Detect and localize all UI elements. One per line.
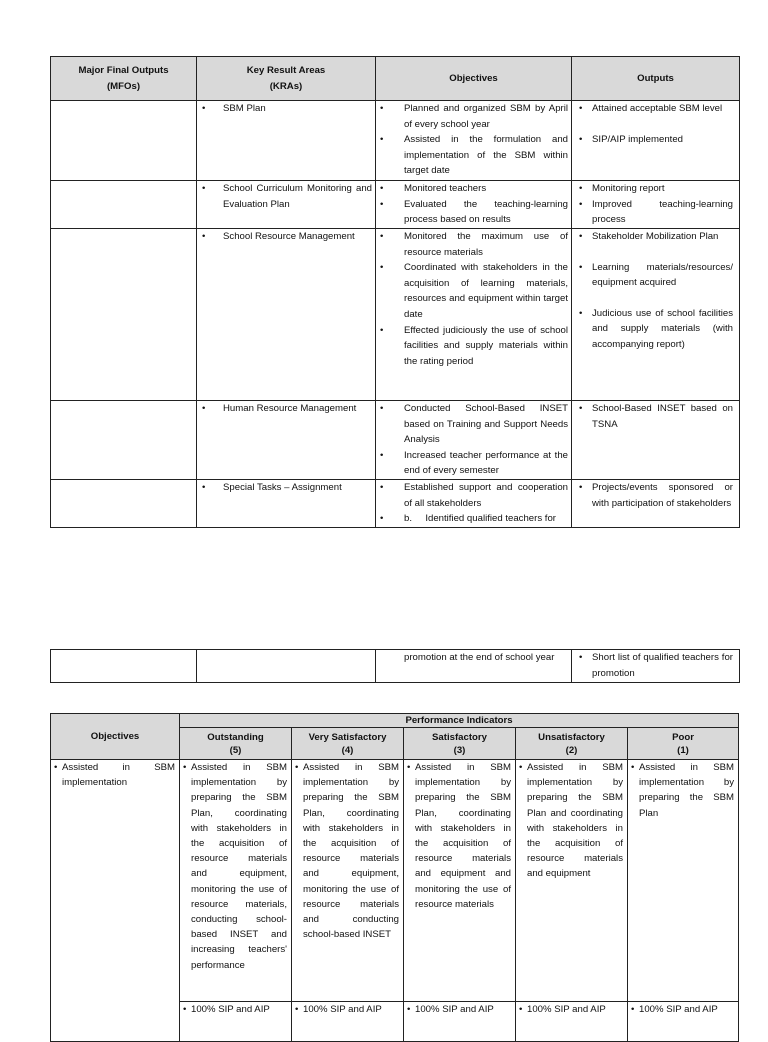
indicator-item: • 100% SIP and AIP (404, 1002, 515, 1017)
outputs-cell (572, 401, 740, 480)
indicator-cell (628, 760, 739, 1002)
objective-item: • Assisted in SBM implementation (51, 760, 179, 790)
output-item: • Stakeholder Mobilization Plan (572, 229, 739, 245)
level-header (404, 728, 516, 760)
output-item: • SIP/AIP implemented (572, 132, 739, 148)
indicator-cell (292, 1002, 404, 1042)
level-score: (5) (229, 744, 242, 756)
performance-indicators-header: Performance Indicators (180, 714, 739, 728)
indicator-item: • 100% SIP and AIP (628, 1002, 738, 1017)
outputs-cell (572, 101, 740, 181)
objective-item: • Effected judiciously the use of school facilities and supply materials within the rating period (376, 323, 571, 370)
objectives-cell (376, 401, 572, 480)
outputs-header: Outputs (572, 57, 740, 101)
objective-item: • Established support and cooperation of all stakeholders (376, 480, 571, 511)
table-header-row (51, 714, 739, 728)
indicator-item: • Assisted in SBM implementation by preparing the SBM Plan (628, 760, 738, 821)
objective-item: • Evaluated the teaching-learning process based on results (376, 197, 571, 228)
mfo-cell (51, 181, 197, 229)
indicator-cell (404, 760, 516, 1002)
indicator-item: • 100% SIP and AIP (516, 1002, 627, 1017)
output-item: • Short list of qualified teachers for promotion (572, 650, 739, 681)
output-item: • Improved teaching-learning process (572, 197, 739, 228)
indicator-cell (516, 760, 628, 1002)
kra-header (197, 57, 376, 101)
objective-item: • b. Identified qualified teachers for (376, 511, 571, 527)
objective-cell (51, 760, 180, 1042)
mfo-cell (51, 401, 197, 480)
mfo-header (51, 57, 197, 101)
outputs-cell (572, 479, 740, 527)
output-item: • Projects/events sponsored or with participation of stakeholders (572, 480, 739, 511)
level-name: Unsatisfactory (538, 731, 605, 743)
outputs-cell (572, 650, 740, 683)
level-header (180, 728, 292, 760)
table-header-row (51, 57, 740, 101)
kra-cell (197, 650, 376, 683)
mfo-kra-table-continuation (50, 649, 740, 683)
kra-item: • Human Resource Management (197, 401, 375, 417)
mfo-cell (51, 650, 197, 683)
objective-item: • Assisted in the formulation and implementation of the SBM within target date (376, 132, 571, 179)
indicator-item: • Assisted in SBM implementation by preparing the SBM Plan, coordinating with stakeholders in the acquisition of resource materials and equipment and monitoring the use of resource materials (404, 760, 515, 912)
outputs-cell (572, 181, 740, 229)
objective-item: • Coordinated with stakeholders in the acquisition of learning materials, resources and equipment within target date (376, 260, 571, 322)
objective-item: • Monitored the maximum use of resource materials (376, 229, 571, 260)
indicator-cell (180, 1002, 292, 1042)
table-row (51, 650, 740, 683)
indicator-item: • Assisted in SBM implementation by preparing the SBM Plan and coordinating with stakeholders in the acquisition of resource materials and equipment (516, 760, 627, 882)
indicator-item: • Assisted in SBM implementation by preparing the SBM Plan, coordinating with stakeholders in the acquisition of resource materials and equipment, monitoring the use of resource materials, conducting school-based INSET and increasing teachers' performance (180, 760, 291, 973)
level-name: Very Satisfactory (308, 731, 387, 743)
mfo-cell (51, 229, 197, 401)
kra-item: • SBM Plan (197, 101, 375, 117)
indicator-item: • 100% SIP and AIP (292, 1002, 403, 1017)
output-item: • Judicious use of school facilities and supply materials (with accompanying report) (572, 306, 739, 353)
mfo-cell (51, 479, 197, 527)
objectives-header: Objectives (376, 57, 572, 101)
mfo-header-line1: Major Final Outputs (78, 64, 169, 76)
objective-item: • Monitored teachers (376, 181, 571, 197)
kra-cell (197, 181, 376, 229)
indicator-item: • Assisted in SBM implementation by preparing the SBM Plan, coordinating with stakeholders in the acquisition of resource materials and equipment, monitoring the use of resource materials and conducting school-based INSET (292, 760, 403, 942)
kra-cell (197, 401, 376, 480)
level-name: Outstanding (207, 731, 264, 743)
kra-cell (197, 101, 376, 181)
output-item: • School-Based INSET based on TSNA (572, 401, 739, 432)
indicator-cell (404, 1002, 516, 1042)
kra-item: • School Resource Management (197, 229, 375, 245)
level-name: Satisfactory (432, 731, 487, 743)
indicator-item: • 100% SIP and AIP (180, 1002, 291, 1017)
level-score: (4) (341, 744, 354, 756)
level-name: Poor (672, 731, 694, 743)
output-item: • Learning materials/resources/ equipment acquired (572, 260, 739, 291)
level-header (516, 728, 628, 760)
objective-item: • Planned and organized SBM by April of every school year (376, 101, 571, 132)
mfo-kra-table (50, 56, 740, 528)
level-score: (1) (677, 744, 689, 756)
level-header (292, 728, 404, 760)
kra-item: • School Curriculum Monitoring and Evaluation Plan (197, 181, 375, 212)
objectives-cell (376, 181, 572, 229)
table-row (51, 479, 740, 527)
objectives-cell (376, 101, 572, 181)
kra-item: • Special Tasks – Assignment (197, 480, 375, 496)
indicator-cell (292, 760, 404, 1002)
mfo-cell (51, 101, 197, 181)
table-row (51, 181, 740, 229)
level-score: (3) (453, 744, 466, 756)
kra-header-line1: Key Result Areas (246, 64, 326, 76)
table-row (51, 101, 740, 181)
mfo-header-line2: (MFOs) (106, 80, 141, 92)
objectives-header: Objectives (51, 714, 180, 760)
outputs-cell (572, 229, 740, 401)
objectives-cell (376, 650, 572, 683)
indicator-cell (628, 1002, 739, 1042)
kra-header-line2: (KRAs) (269, 80, 303, 92)
table-row (51, 760, 739, 1002)
performance-indicators-table (50, 713, 739, 1042)
objectives-cell (376, 229, 572, 401)
output-item: • Attained acceptable SBM level (572, 101, 739, 117)
level-header (628, 728, 739, 760)
objective-item: • Conducted School-Based INSET based on Training and Support Needs Analysis (376, 401, 571, 448)
indicator-cell (180, 760, 292, 1002)
kra-cell (197, 229, 376, 401)
table-row (51, 401, 740, 480)
objective-continuation: promotion at the end of school year (404, 652, 555, 663)
objectives-cell (376, 479, 572, 527)
objective-item: • Increased teacher performance at the end of every semester (376, 448, 571, 479)
kra-cell (197, 479, 376, 527)
output-item: • Monitoring report (572, 181, 739, 197)
indicator-cell (516, 1002, 628, 1042)
table-row (51, 229, 740, 401)
level-score: (2) (565, 744, 578, 756)
